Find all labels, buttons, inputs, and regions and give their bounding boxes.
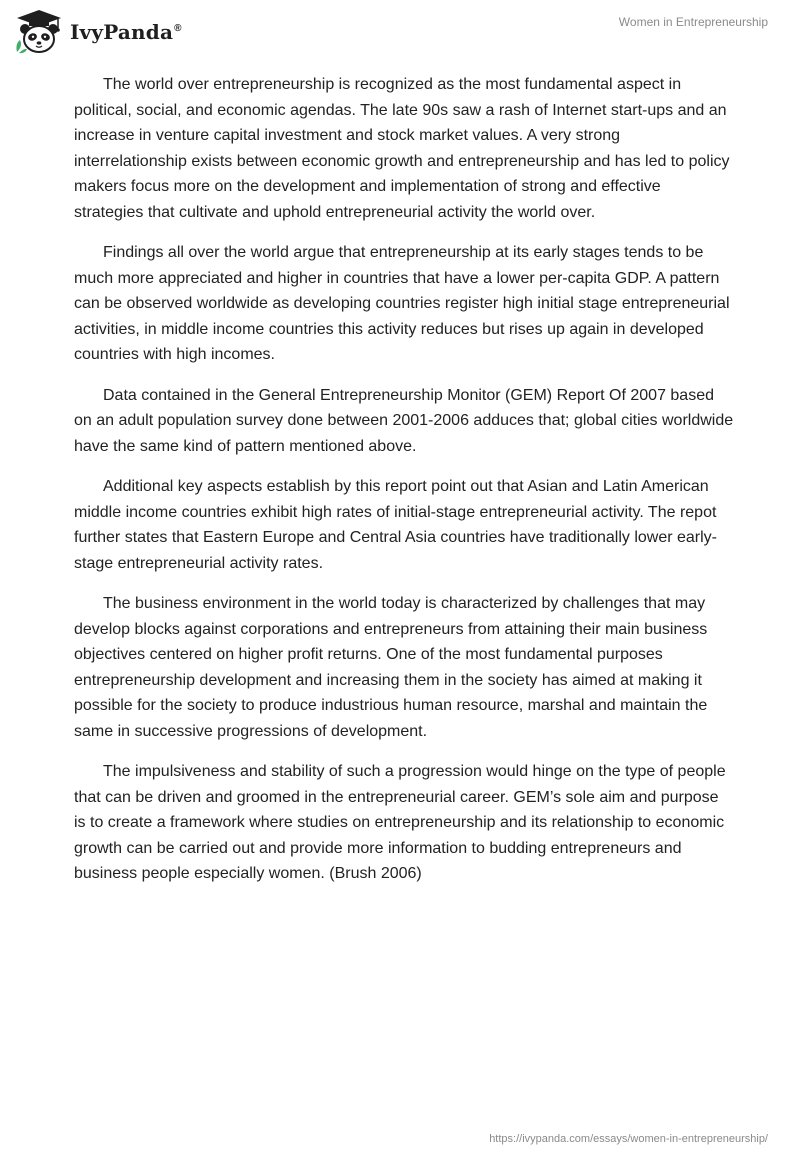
document-title: Women in Entrepreneurship — [618, 15, 768, 29]
paragraph: Additional key aspects establish by this report point out that Asian and Latin American middle income countries exhibit high rates of initial-stage entrepreneurial activity. The repot further states that Eastern Europe and Central Asia countries have traditionally lower early-stage entrepreneurial activity rates. — [74, 478, 717, 572]
paragraph: The world over entrepreneurship is recognized as the most fundamental aspect in political, social, and economic agendas. The late 90s saw a rash of Internet start-ups and an increase in venture capital investment and stock market values. A very strong interrelationship exists between economic growth and entrepreneurship and has led to policy makers focus more on the development and implementation of strong and effective strategies that cultivate and uphold entrepreneurial activity the world over. — [74, 76, 730, 221]
paragraph: The impulsiveness and stability of such a progression would hinge on the type of people that can be driven and groomed in the entrepreneurial career. GEM’s sole aim and purpose is to create a framework where studies on entrepreneurship and its relationship to economic growth can be carried out and provide more information to budding entrepreneurs and business people especially women. (Brush 2006) — [74, 763, 726, 882]
footer-url[interactable]: https://ivypanda.com/essays/women-in-entrepreneurship/ — [489, 1133, 768, 1145]
ivypanda-logo[interactable] — [14, 9, 182, 55]
paragraph: Findings all over the world argue that entrepreneurship at its early stages tends to be much more appreciated and higher in countries that have a lower per-capita GDP. A pattern can be observed worldwide as developing countries register high initial stage entrepreneurial activities, in middle income countries this activity reduces but rises up again in developed countries with high incomes. — [74, 244, 730, 363]
paragraph: Data contained in the General Entrepreneurship Monitor (GEM) Report Of 2007 based on an adult population survey done between 2001-2006 adduces that; global cities worldwide have the same kind of pattern mentioned above. — [74, 386, 734, 455]
logo-wordmark: IvyPanda® — [70, 20, 182, 44]
paragraph: The business environment in the world today is characterized by challenges that may develop blocks against corporations and entrepreneurs from attaining their main business objectives centered on higher profit returns. One of the most fundamental purposes entrepreneurship development and increasing them in the society has aimed at making it possible for the society to produce industrious human resource, marshal and maintain the same in successive progressions of development. — [74, 595, 708, 740]
panda-graduate-icon — [14, 9, 64, 55]
page-header — [0, 0, 800, 60]
essay-body — [74, 72, 734, 902]
